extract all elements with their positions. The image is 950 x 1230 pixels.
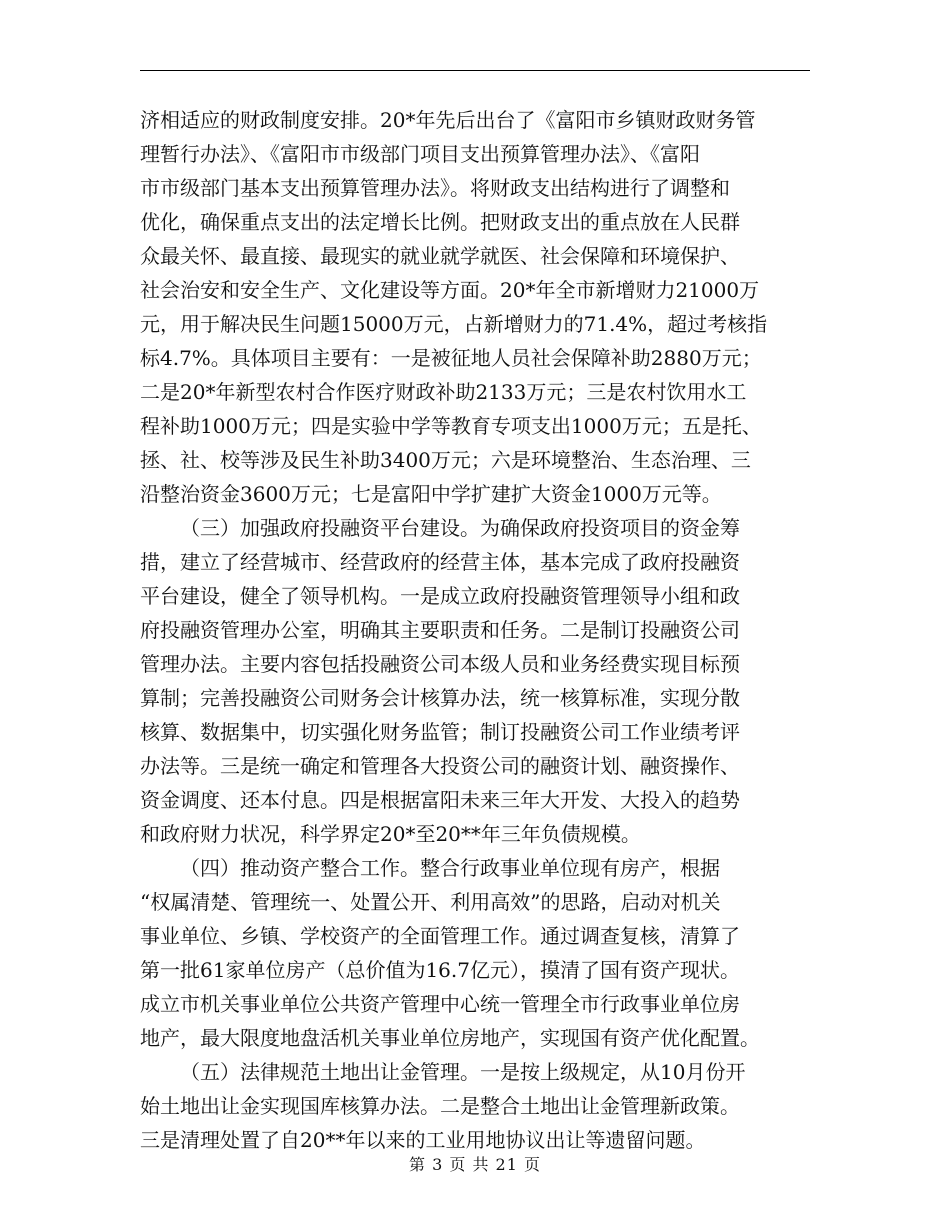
text-line: 理暂行办法》、《富阳市市级部门项目支出预算管理办法》、《富阳 xyxy=(140,142,700,166)
paragraph-first-line: （五）法律规范土地出让金管理。一是按上级规定，从10月份开 xyxy=(180,1060,746,1084)
text-line: 始土地出让金实现国库核算办法。二是整合土地出让金管理新政策。 xyxy=(140,1094,740,1118)
text-line: 成立市机关事业单位公共资产管理中心统一管理全市行政事业单位房 xyxy=(140,992,740,1016)
text-line: 第一批61家单位房产（总价值为16.7亿元），摸清了国有资产现状。 xyxy=(140,958,740,982)
paragraph-first-line: （三）加强政府投融资平台建设。为确保政府投资项目的资金筹 xyxy=(180,516,740,540)
text-line: 管理办法。主要内容包括投融资公司本级人员和业务经费实现目标预 xyxy=(140,652,740,676)
text-line: 资金调度、还本付息。四是根据富阳未来三年大开发、大投入的趋势 xyxy=(140,788,740,812)
text-line: 办法等。三是统一确定和管理各大投资公司的融资计划、融资操作、 xyxy=(140,754,740,778)
text-line: 济相适应的财政制度安排。20*年先后出台了《富阳市乡镇财政财务管 xyxy=(140,108,756,132)
text-line: 地产，最大限度地盘活机关事业单位房地产，实现国有资产优化配置。 xyxy=(140,1026,760,1050)
text-line: 核算、数据集中，切实强化财务监管；制订投融资公司工作业绩考评 xyxy=(140,720,740,744)
text-line: 标4.7%。具体项目主要有：一是被征地人员社会保障补助2880万元； xyxy=(140,346,762,370)
text-line: 算制；完善投融资公司财务会计核算办法，统一核算标准，实现分散 xyxy=(140,686,740,710)
document-body xyxy=(140,103,810,1157)
text-line: 三是清理处置了自20**年以来的工业用地协议出让等遗留问题。 xyxy=(140,1128,706,1152)
text-line: 措，建立了经营城市、经营政府的经营主体，基本完成了政府投融资 xyxy=(140,550,740,574)
text-line: 沿整治资金3600万元；七是富阳中学扩建扩大资金1000万元等。 xyxy=(140,482,722,506)
text-line: 社会治安和安全生产、文化建设等方面。20*年全市新增财力21000万 xyxy=(140,278,760,302)
text-line: 府投融资管理办公室，明确其主要职责和任务。二是制订投融资公司 xyxy=(140,618,740,642)
text-line: 拯、社、校等涉及民生补助3400万元；六是环境整治、生态治理、三 xyxy=(140,448,751,472)
text-line: 二是20*年新型农村合作医疗财政补助2133万元；三是农村饮用水工 xyxy=(140,380,747,404)
text-line: 市市级部门基本支出预算管理办法》。将财政支出结构进行了调整和 xyxy=(140,176,730,200)
page-number-footer: 第 3 页 共 21 页 xyxy=(409,1155,541,1174)
text-line: 和政府财力状况，科学界定20*至20**年三年负债规模。 xyxy=(140,822,641,846)
text-line: 元，用于解决民生问题15000万元，占新增财力的71.4%，超过考核指 xyxy=(140,312,768,336)
text-line: “权属清楚、管理统一、处置公开、利用高效”的思路，启动对机关 xyxy=(140,890,721,914)
text-line: 平台建设，健全了领导机构。一是成立政府投融资管理领导小组和政 xyxy=(140,584,740,608)
header-rule xyxy=(140,70,810,71)
text-line: 众最关怀、最直接、最现实的就业就学就医、社会保障和环境保护、 xyxy=(140,244,740,268)
text-line: 优化，确保重点支出的法定增长比例。把财政支出的重点放在人民群 xyxy=(140,210,740,234)
text-line: 事业单位、乡镇、学校资产的全面管理工作。通过调查复核，清算了 xyxy=(140,924,740,948)
paragraph-first-line: （四）推动资产整合工作。整合行政事业单位现有房产，根据 xyxy=(180,856,720,880)
text-line: 程补助1000万元；四是实验中学等教育专项支出1000万元；五是托、 xyxy=(140,414,762,438)
